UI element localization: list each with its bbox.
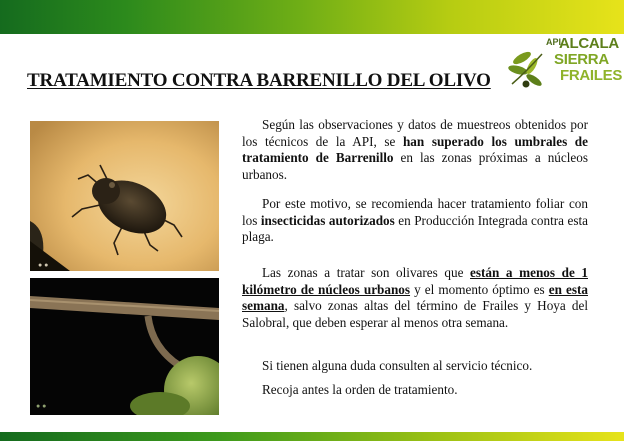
emphasis-text: en esta semana	[242, 281, 588, 313]
logo-sierra-text: SIERRA	[554, 51, 609, 68]
logo-alcala-text: ALCALA	[559, 35, 619, 52]
svg-text:● ●: ● ●	[36, 403, 47, 410]
paragraph-text: Según las observaciones y datos de muestreos obtenidos por los técnicos de la API, se	[242, 117, 588, 149]
paragraph-text: Las zonas a tratar son olivares que	[262, 265, 471, 280]
emphasis-text: insecticidas autorizados	[260, 212, 395, 228]
paragraph-text: y el momento óptimo es	[410, 281, 549, 297]
paragraph-text: Por este motivo, se recomienda hacer tratamiento foliar con los	[242, 196, 588, 228]
paragraph-text: Si tienen alguna duda consulten al servicio técnico.	[262, 358, 533, 373]
paragraph-text: Recoja antes la orden de tratamiento.	[262, 382, 458, 397]
emphasis-text: han superado los umbrales de tratamiento de Barrenillo	[242, 133, 588, 165]
paragraph-text: , salvo zonas altas del término de Frailes y Hoya del Salobral, que deben esperar al menos otra semana.	[242, 298, 588, 330]
paragraph-contact	[242, 358, 588, 375]
emphasis-text: están a menos de 1 kilómetro de núcleos urbanos	[242, 265, 588, 297]
paragraph-threshold	[242, 117, 588, 183]
paragraph-zones	[242, 265, 588, 331]
logo-frailes-text: FRAILES	[560, 67, 623, 84]
api-logo	[508, 35, 623, 94]
logo-api-text: API	[546, 37, 562, 47]
paragraph-text: en Producción Integrada contra esta plaga.	[242, 212, 588, 244]
olive-leaves-icon	[508, 46, 554, 92]
bottom-banner	[0, 432, 624, 441]
paragraph-recommendation	[242, 196, 588, 246]
top-banner	[0, 0, 624, 34]
beetle-photo	[30, 121, 219, 271]
svg-text:● ●: ● ●	[38, 262, 49, 269]
paragraph-text: en las zonas próximas a núcleos urbanos.	[242, 150, 588, 182]
olive-branch-photo	[30, 278, 219, 415]
page-title: TRATAMIENTO CONTRA BARRENILLO DEL OLIVO	[27, 70, 491, 91]
paragraph-order	[242, 382, 588, 399]
